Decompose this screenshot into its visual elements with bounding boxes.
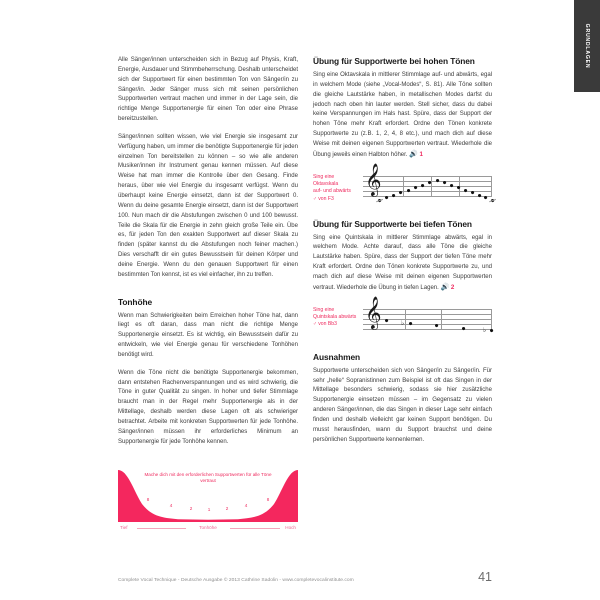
- staff-lines-2: [363, 309, 492, 329]
- chart-value-6: 2: [225, 505, 229, 511]
- note-17: [491, 198, 495, 202]
- music-example-caption-2: [313, 303, 363, 329]
- exercise-high-text: Sing eine Oktavskala in mittlerer Stimmlage auf- und abwärts, egal in welchem Mode (siehe „Vocal-Modes“, S. 81). Alle Töne sollten die gleiche Lautstärke haben, in metallischen Modes darfst du jedoch nach oben hin lauter werden. Stell sicher, dass du dabei keine Verspannungen im Hals hast. Spüre, dass der Support der hohen Töne mehr Kraft erfordert. Ordne den Tönen konkrete Supportwerte zu (z.B. 1, 2, 4, 8 etc.), und mach dich auf diese Weise mit deinen eigenen Supportwerten vertraut. Wiederhole die Übung jeweils einen Halbton höher.: [313, 72, 492, 158]
- music-caption-line-1a: Sing eine: [313, 173, 335, 180]
- music-staff-1: [363, 162, 492, 206]
- chapter-tab: [574, 0, 600, 92]
- bar-line-7: [491, 309, 492, 329]
- section-title-exercise-low: Übung für Supportwerte bei tiefen Tönen: [313, 218, 472, 229]
- flat-accidental-1: ♭: [401, 318, 405, 327]
- chart-value-2: 8: [146, 496, 150, 502]
- chart-value-8: 8: [266, 496, 270, 502]
- music-staff-2: [363, 295, 492, 339]
- chapter-tab-label: GRUNDLAGEN: [584, 23, 590, 69]
- music-caption-line-2a: Sing eine: [313, 306, 335, 313]
- chart-axis-rule-right: [230, 528, 280, 529]
- chart-caption: Mache dich mit den erforderlichen Supportwerten für alle Töne vertraut: [144, 471, 272, 483]
- support-chart: [118, 470, 298, 539]
- music-caption-range-1: ♂ von F3: [313, 195, 334, 202]
- music-caption-line-2b: Quintskala abwärts: [313, 314, 357, 321]
- chart-x-axis: [118, 525, 298, 539]
- music-caption-line-1b: Oktavskala: [313, 181, 339, 187]
- audio-track-number-1: 1: [419, 150, 423, 158]
- intro-paragraph-1: Alle Sänger/innen unterscheiden sich in Bezug auf Physis, Kraft, Energie, Ausdauer und Stimmbeherrschung. Deshalb unterscheidet sich der Supportwert für einen bestimmten Ton von Sänger/in zu Sänger/in. Jeder Sänger muss sich mit seinen persönlichen Supportwerten vertraut machen und immer in der Lage sein, die richtige Menge Supportenergie für einen Ton oder eine Phrase bereitzustellen.: [118, 57, 298, 123]
- music-example-fifth-scale: [313, 295, 492, 339]
- bar-line-2: [431, 176, 432, 196]
- note-low-5: [490, 329, 494, 333]
- chart-value-right-end: 16: [290, 471, 296, 477]
- left-column: [118, 56, 298, 539]
- chart-axis-label-pitch: Tonhöhe: [199, 524, 217, 530]
- bar-line-6: [441, 309, 442, 329]
- chart-value-5: 1: [207, 506, 211, 512]
- right-column: [313, 56, 492, 539]
- intro-paragraph-2: Sänger/innen sollten wissen, wie viel Energie sie insgesamt zur Verfügung haben, um immer die benötigte Supportenergie für jeden einzelnen Ton bereitstellen zu können – so wie alle anderen Musiker/innen ihr Instrument genau kennen müssen. Auf diese Weise hat man immer die Kontrolle über den Gesang. Finde heraus, über wie viel Energie du insgesamt verfügst. Wenn du überhaupt keine Energie einsetzt, dann ist der Supportwert 0. Wenn du deine gesamte Energie einsetzt, dann ist der Supportwert 100. Nun mach dir die Abstufungen zwischen 0 und 100 bewusst. Teile die Skala für die Energie in zehn gleich große Teile ein. Übe es, für jeden Ton den exakten Supportwert auf dieser Skala zu finden (später kannst du die Abstufungen noch feiner machen.) Dies verschafft dir ein gutes Bewusstsein für deinen Körper und deine Energie. Wenn du den genauen Supportwert für einen bestimmten Ton kennst, ist es viel einfacher, ihn zu treffen.: [118, 133, 298, 278]
- treble-clef-icon: 𝄞: [365, 162, 382, 196]
- exercise-high-body: [313, 71, 492, 161]
- chart-value-3: 4: [169, 502, 173, 508]
- tonhoehe-paragraph-1: Wenn man Schwierigkeiten beim Erreichen hoher Töne hat, dann liegt es oft daran, dass man nicht die richtige Menge Supportenergie einsetzt. Es ist wichtig, ein Bewusstsein dafür zu entwickeln, wie viel Energie genau für verschiedene Tonhöhen benötigt wird.: [118, 312, 298, 358]
- music-caption-line-1c: auf- und abwärts: [313, 188, 351, 195]
- exercise-low-text: Sing eine Quintskala in mittlerer Stimmlage abwärts, egal in welchem Mode. Achte darauf, dass alle Töne die gleiche Lautstärke haben. Spüre, dass der Support der tiefen Töne mehr Kraft erfordert. Ordne den Tönen konkrete Supportwerte zu, und mach dich auf diese Weise mit deinen eigenen Supportwerten vertraut. Wiederhole die Übung in tiefen Lagen.: [313, 234, 492, 291]
- music-example-octave-scale: [313, 162, 492, 206]
- audio-track-number-2: 2: [450, 283, 455, 291]
- bar-line-1: [403, 176, 404, 196]
- chart-value-7: 4: [244, 502, 248, 508]
- chart-value-4: 2: [189, 505, 193, 511]
- section-title-exercise-high: Übung für Supportwerte bei hohen Tönen: [313, 56, 475, 66]
- chart-plot-area: [118, 470, 298, 522]
- section-title-tonhoehe: Tonhöhe: [118, 296, 153, 307]
- treble-clef-icon: 𝄞: [365, 295, 382, 329]
- exercise-low-body: [313, 234, 492, 294]
- bar-line-4: [491, 176, 492, 196]
- page-content: [118, 56, 492, 539]
- chart-axis-label-low: Tief: [120, 524, 128, 530]
- page-footer: [118, 570, 492, 584]
- chart-axis-rule-left: [137, 528, 186, 529]
- exceptions-body: Supportwerte unterscheiden sich von Sänger/in zu Sänger/in. Für sehr „helle“ Sopranistinnen zum Beispiel ist oft das Singen in der Mittellage besonders schwierig, sodass sie hier zusätzliche Supportenergie einsetzen müssen – im Gegensatz zu vielen anderen Sänger/innen, die das Singen in dieser Lage sehr einfach finden und deshalb vielleicht gar keinen Support benötigen. Du musst herausfinden, wann du Support brauchst und deine persönlichen Supportwerte kennenlernen.: [313, 367, 492, 443]
- music-caption-range-2: ♂ von Bb3: [313, 321, 337, 328]
- chart-value-left-end: 16: [120, 471, 126, 477]
- section-title-exceptions: Ausnahmen: [313, 351, 361, 362]
- speaker-icon[interactable]: 🔊: [440, 284, 450, 292]
- footer-copyright: Complete Vocal Technique - Deutsche Ausgabe © 2013 Cathrine Sadolin - www.completevocalinstitute.com: [118, 578, 354, 583]
- speaker-icon[interactable]: 🔊: [409, 151, 418, 159]
- chart-axis-label-high: Hoch: [285, 524, 296, 530]
- music-example-caption-1: [313, 170, 363, 204]
- flat-accidental-2: ♭: [483, 325, 487, 334]
- bar-line-5: [405, 309, 406, 329]
- note-1: [378, 198, 382, 202]
- tonhoehe-paragraph-2: Wenn die Töne nicht die benötigte Supportenergie bekommen, dann entstehen Rachenverspannungen und es wird schwierig, die Töne in guter Qualität zu singen. In hoher und tiefer Stimmlage braucht man in der Regel mehr Supportenergie als in der Mittellage, deshalb werden diese Lagen oft als schwieriger betrachtet. Arbeite mit konkreten Supportwerten für jede Tonhöhe. Sänger/innen müssen ihr erforderliches Minimum an Supportenergie für jede Tonhöhe kennen.: [118, 369, 298, 445]
- page-number: 41: [478, 570, 492, 584]
